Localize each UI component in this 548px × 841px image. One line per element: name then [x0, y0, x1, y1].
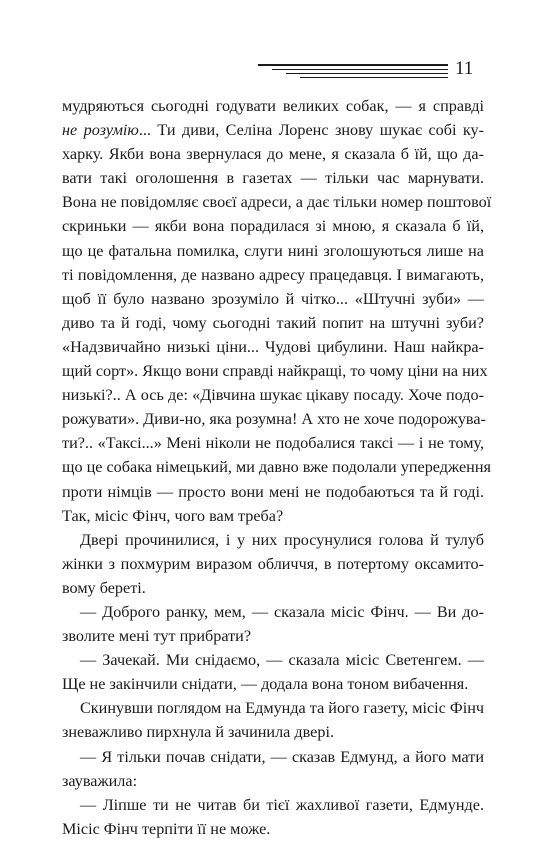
text-line: щий сорт». Якщо вони справді найкращі, то чому ціни на них [62, 362, 488, 381]
header-decorative-rules [258, 64, 448, 78]
text-line [62, 118, 484, 142]
text-line: вати такі оголошення в газетах — тільки час марнувати. [62, 169, 484, 188]
text-line: мудряються сьогодні годувати великих собак, — я справді [62, 97, 484, 115]
text-line: Так, місіс Фінч, чого вам треба? [62, 506, 284, 525]
text-line: — Ліпше ти не читав би тієї жахливої газети, Едмунде. [80, 795, 484, 814]
header-rule [286, 73, 448, 74]
text-line: Вона не повідомляє своєї адреси, а дає тільки номер поштової [62, 193, 492, 212]
header-rule [258, 64, 448, 66]
paragraph [62, 696, 484, 744]
paragraph [62, 94, 492, 528]
text-line: низькі?.. А ось де: «Дівчина шукає цікаву посаду. Хоче подо- [62, 386, 484, 405]
text-line: диво та й годі, чому сьогодні такий попит на штучні зуби? [62, 313, 484, 332]
text-line: зневажливо пирхнула й зачинила двері. [62, 723, 335, 742]
text-line: — Доброго ранку, мем, — сказала місіс Фінч. — Ви до- [80, 602, 484, 621]
emphasized-text: не розумію [62, 121, 139, 140]
text-line: жінки з похмурим виразом обличчя, в потертому оксамито- [62, 554, 484, 573]
text-line: щоб її було названо зрозуміло й чітко... «Штучні зуби» — [62, 289, 484, 308]
text-line: що це собака німецький, ми давно вже подолали упередження [62, 458, 491, 477]
text-fragment: ... Ти диви, Селіна Лоренс знову шукає собі ку- [138, 121, 485, 140]
text-line: Двері прочинилися, і у них просунулися голова й тулуб [80, 530, 484, 549]
paragraph [62, 600, 484, 648]
text-line: проти німців — просто вони мені не подобаються та й годі. [62, 482, 484, 501]
page-number: 11 [455, 58, 474, 79]
text-line: що це фатальна помилка, слуги нині зголошуються лише на [62, 241, 484, 260]
text-line: Місіс Фінч терпіти її не може. [62, 819, 271, 838]
text-line: харку. Якби вона звернулася до мене, я сказала б їй, що да- [62, 145, 484, 164]
paragraph [62, 745, 484, 793]
header-rule [272, 69, 448, 70]
text-line: Скинувши поглядом на Едмунда та його газету, місіс Фінч [80, 699, 485, 718]
text-line: ті повідомлення, де названо адресу працедавця. І вимагають, [62, 265, 484, 284]
paragraph [62, 648, 484, 696]
text-line: скриньки — якби вона порадилася зі мною, я сказала б їй, [62, 217, 484, 236]
text-line: — Зачекай. Ми снідаємо, — сказала місіс Светенгем. — [80, 651, 484, 670]
text-line: ти?.. «Таксі...» Мені ніколи не подобалися таксі — і не тому, [62, 434, 484, 453]
text-line: — Я тільки почав снідати, — сказав Едмунд, а його мати [80, 747, 484, 766]
text-line: вому береті. [62, 578, 146, 597]
text-line: зауважила: [62, 771, 138, 790]
text-line: Ще не закінчили снідати, — додала вона тоном вибачення. [62, 675, 469, 694]
text-line: «Надзвичайно низькі ціни... Чудові цибулини. Наш найкра- [62, 337, 484, 356]
body-text [62, 94, 492, 841]
text-line: зволите мені тут прибрати? [62, 627, 252, 646]
paragraph [62, 528, 484, 600]
text-line: рожувати». Диви-но, яка розумна! А хто не хоче подорожува- [62, 410, 486, 429]
header-rule [300, 77, 448, 78]
